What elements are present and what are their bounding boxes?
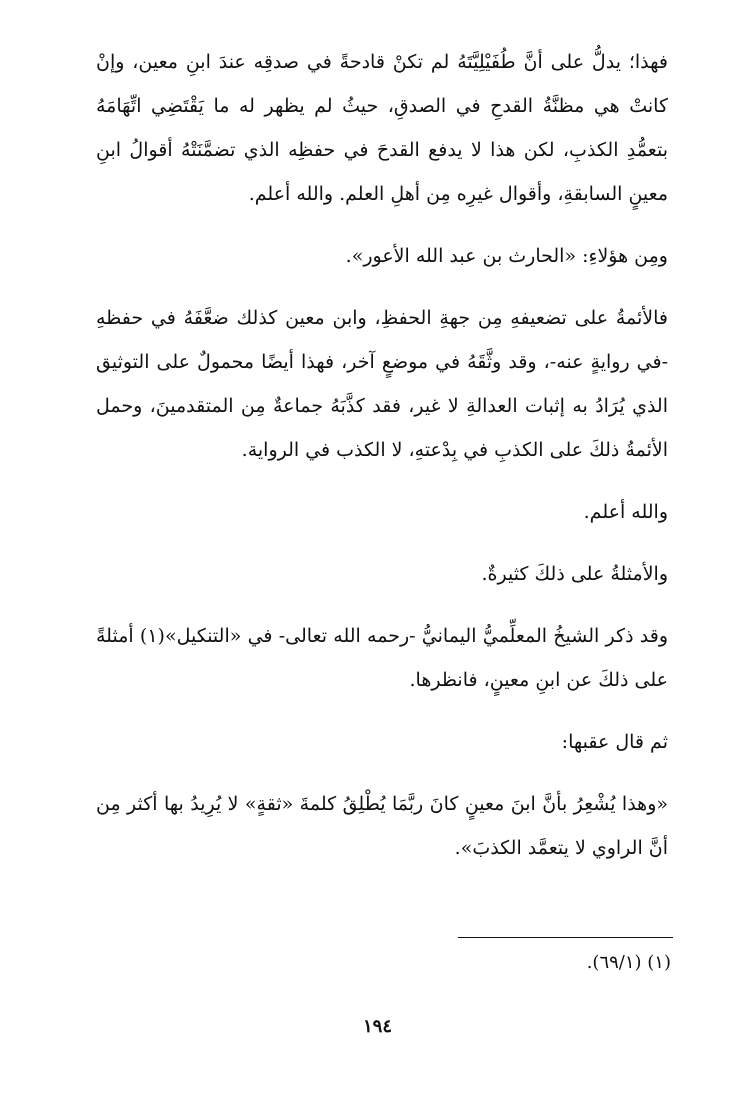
paragraph-5: والأمثلةُ على ذلكَ كثيرةٌ.: [481, 563, 668, 585]
page-body: [96, 40, 668, 888]
paragraph-2: ومِن هؤلاءِ: «الحارث بن عبد الله الأعور».: [345, 245, 668, 267]
footnote-divider: [458, 937, 673, 938]
paragraph-6: وقد ذكر الشيخُ المعلِّميُّ اليمانيُّ -رحمه الله تعالى- في «التنكيل»(١) أمثلةً على ذلكَ عن ابنِ معينٍ، فانظرها.: [96, 625, 668, 691]
paragraph-3: فالأئمةُ على تضعيفهِ مِن جهةِ الحفظِ، وابن معين كذلك ضعَّفَهُ في حفظهِ -في روايةٍ عنه-، وقد وثَّقَهُ في موضعٍ آخر، فهذا أيضًا محمولٌ على التوثيق الذي يُرَادُ به إثبات العدالةِ لا غير، فقد كذَّبَهُ جماعةٌ مِن المتقدمينَ، وحمل الأئمةُ ذلكَ على الكذبِ في بِدْعتهِ، لا الكذب في الرواية.: [96, 307, 668, 461]
page-number: ١٩٤: [362, 1016, 392, 1037]
paragraph-7: ثم قال عقبها:: [561, 731, 668, 753]
paragraph-8: «وهذا يُشْعِرُ بأنَّ ابنَ معينٍ كانَ ربَّمَا يُطْلِقُ كلمةَ «ثقةٍ» لا يُرِيدُ بها أكثر مِن أنَّ الراوي لا يتعمَّد الكذبَ».: [96, 793, 668, 859]
footnote: (١) (٦٩/١).: [586, 952, 671, 973]
paragraph-1: فهذا؛ يدلُّ على أنَّ طُفَيْلِيَّتَهُ لم تكنْ قادحةً في صدقِه عندَ ابنِ معين، وإنْ كانتْ هي مظنَّةُ القدحِ في الصدقِ، حيثُ لم يظهر له ما يَقْتَضِي اتِّهَامَهُ بتعمُّدِ الكذبِ، لكن هذا لا يدفع القدحَ في حفظِه الذي تضمَّنَتْهُ أقوالُ ابنِ معينٍ السابقةِ، وأقوال غيرِه مِن أهلِ العلم. والله أعلم.: [96, 51, 668, 205]
paragraph-4: والله أعلم.: [583, 501, 668, 523]
